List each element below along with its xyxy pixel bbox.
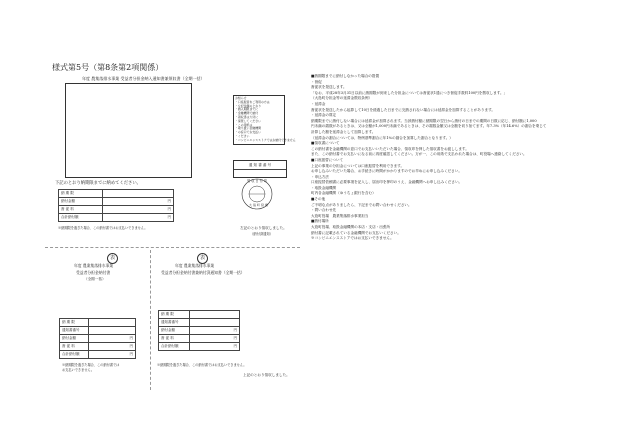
instruction-line: また、この納付書でお支払いになる前に再度確認してください。万が一、この用紙で支払われた場合は、町役場へ連絡してください。 (311, 152, 527, 157)
side-note-line: ・保管してください (235, 118, 262, 123)
row-label: 督 促 料 (159, 335, 190, 343)
instruction-line: ■その他 (311, 197, 326, 202)
info-notes-list (235, 96, 296, 143)
instructions-text (311, 74, 611, 242)
left-table-row (59, 214, 174, 222)
stamp-caption-2: （納付済通知） (250, 232, 274, 236)
instruction-line: ■納期限までに納付しなかった場合の措置 (311, 74, 380, 78)
side-note-line: ・取り扱い金融機関 (235, 126, 262, 131)
instruction-line: ■口座振替について (311, 157, 344, 162)
side-note-line: ・口座振替をご利用の方は (235, 99, 270, 104)
row-value: 円 (88, 335, 135, 343)
front-mark: 表 (197, 253, 208, 264)
row-value: 円 (88, 343, 135, 351)
row-value (102, 190, 173, 198)
instruction-line: ※コンビニエンスストアではお支払いできません。 (311, 236, 394, 241)
bl-line2: 受益者分担金納付書 (76, 270, 111, 275)
row-label: 合計納付額 (59, 214, 103, 222)
instruction-line: 納期限までに納付しない場合には延滞金が加算されます。当該納付額に納期限の翌日から納付の日までの期間の日数に応じ、納付額に1,000 (311, 118, 537, 123)
page-heading: 様式第5号（第8条第2項関係） (52, 63, 164, 72)
instruction-line: （大島町分担金等の延滞金徴収条例） (311, 96, 373, 101)
row-value: 円 (102, 198, 173, 206)
instruction-line: （延滞金の割合については、特例基準割合に年1%の割合を加算した割合となります。） (311, 135, 453, 140)
side-note-line: ・コンビニエンスストアではお納付できません (235, 137, 296, 142)
bl-line1: 年度 農業集落排水事業 (74, 263, 114, 268)
side-note-line: ・ください (235, 133, 250, 138)
bl-note1: ※納期限を過ぎた場合、この納付書では (62, 363, 120, 367)
bl-table-row (60, 327, 136, 335)
instruction-line: 上記の事業の分担金については口座振替を利用できます。 (311, 163, 405, 168)
instruction-line: 納付書に記載されている金融機関でお支払いください。 (311, 230, 401, 235)
bl-table-row (60, 343, 136, 351)
front-mark: 表 (107, 253, 118, 264)
row-label: 納付金額 (59, 198, 103, 206)
stamp-bottom-text: 大 島 町 役 場 (249, 203, 268, 207)
bm-footer: 上記のとおり領収しました。 (243, 373, 290, 377)
row-value: 円 (102, 206, 173, 214)
row-value: 円 (88, 351, 135, 359)
row-value (189, 319, 239, 327)
notice-title: 年度 農集落排水事業 受益者分担金納入通知書兼領収書（全期一括） (82, 76, 205, 81)
bm-table-row (159, 335, 240, 343)
bm-table-row (159, 311, 240, 319)
row-label: 通知書番号 (60, 327, 89, 335)
bm-table (158, 310, 240, 351)
row-value (189, 311, 239, 319)
side-note-line: ・領収書は大切に (235, 114, 259, 119)
instruction-line: この納付書を金融機関の窓口でお支払いいただいた場合、領収印を押した領収書をお渡しします。 (311, 146, 469, 151)
row-value: 円 (102, 214, 173, 222)
row-label: 納付金額 (159, 327, 190, 335)
bm-table-row (159, 327, 240, 335)
bl-note2: お支払いできません。 (62, 368, 95, 372)
row-label: 納 期 限 (60, 319, 89, 327)
bl-table (59, 318, 136, 359)
left-table-row (59, 190, 174, 198)
divider (45, 247, 300, 248)
instruction-line: ・取扱金融機関 (311, 185, 337, 190)
bl-table-row (60, 319, 136, 327)
left-table-row (59, 198, 174, 206)
instruction-line: 大島町役場、取扱金融機関の本店・支店・出張所 (311, 225, 391, 230)
blank-address-box (65, 83, 192, 178)
row-value: 円 (189, 335, 239, 343)
divider (150, 250, 151, 390)
instruction-line: ・延滞金の算定 (311, 113, 337, 118)
left-table-row (59, 206, 174, 214)
bm-line2: 受益者分担金納付書兼納付済通知書（全期一括） (161, 270, 245, 275)
instruction-line: ご不明な点がありましたら、下記までお問い合わせください。 (311, 202, 412, 207)
row-label: 合計納付額 (159, 343, 190, 351)
instruction-line: ・問い合わせ先 (311, 208, 337, 213)
bl-line3: （全期一括） (84, 277, 106, 281)
row-value: 円 (189, 327, 239, 335)
row-label: 合計納付額 (60, 351, 89, 359)
left-intro: 下記のとおり納期限までに納めてください。 (55, 181, 141, 186)
notice-number-label: 通 知 書 番 号 (234, 161, 286, 170)
row-value: 円 (189, 343, 239, 351)
instruction-line: ・延滞金 (311, 101, 326, 106)
row-label: 納 期 限 (159, 311, 190, 319)
instruction-line: ・申込方法 (311, 174, 329, 179)
row-label: 督 促 料 (59, 206, 103, 214)
instruction-line: 計算した額を延滞金として加算します。 (311, 129, 376, 134)
bm-table-row (159, 319, 240, 327)
row-label: 納 期 限 (59, 190, 103, 198)
bl-table-row (60, 335, 136, 343)
instruction-line: ■領収書について (311, 141, 340, 146)
side-note-line: お知らせ (235, 96, 247, 100)
instruction-line: 町内各金融機関（ゆうちょ銀行を含む） (311, 191, 376, 196)
left-payment-table (58, 189, 174, 222)
instruction-line: 大島町役場 農業集落排水事業担当 (311, 213, 369, 218)
side-note-line: ・金融機関で納付 (235, 111, 259, 116)
left-note: ※納期限を過ぎた場合、この納付書ではお支払いできません。 (58, 226, 148, 230)
instruction-line: 円未満の端数があるときは、又は全額が1,000円未満であるときは、その端数金額又は全額を切り捨てます。年7.3%（年14.6%）の割合を乗じて (311, 124, 547, 129)
bm-note: ※納期限を過ぎた場合、この納付書ではお支払いできません。 (157, 363, 247, 367)
side-note-line: ・納入期限までに (235, 107, 259, 112)
instruction-line: 口座振替依頼書に必要事項を記入し、届出印を押印のうえ、金融機関へお申し込みください。 (311, 180, 463, 185)
bl-table-row (60, 351, 136, 359)
instruction-line: 督促状を発送したから起算して10日を経過した日までに完納されない場合には延滞金を加算することがあります。 (311, 107, 495, 112)
side-note-line: ・左記金額のとおり (235, 103, 262, 108)
instruction-line: お申し込みいただいた場合、お手続きに時間がかかりますのでお早めにお申し込みください。 (311, 169, 462, 174)
instruction-line: ・督促 (311, 79, 322, 84)
notice-number-box (233, 160, 287, 178)
row-label: 通知書番号 (159, 319, 190, 327)
receipt-stamp (241, 178, 273, 210)
instruction-line: 督促状を発送します。 (311, 85, 347, 90)
stamp-caption: 左記のとおり領収しました。 (240, 226, 287, 230)
bm-table-row (159, 343, 240, 351)
row-value (88, 319, 135, 327)
info-notes-box (233, 95, 296, 145)
row-label: 納付金額 (60, 335, 89, 343)
bm-line1: 年度 農業集落排水事業 (175, 263, 215, 268)
instruction-line: ■納付場所 (311, 219, 329, 224)
stamp-top-text: 領 収 日 付 印 (247, 179, 267, 183)
instruction-line: 「なお、平成28年3月31日以前に納期限が到来した分担金については督促状1通につき督促手数料100円を徴収します。」 (311, 90, 508, 95)
row-label: 督 促 料 (60, 343, 89, 351)
row-value (88, 327, 135, 335)
side-note-line: ・の窓口でお支払い (235, 130, 262, 135)
side-note-line: ・この用紙は (235, 122, 253, 127)
